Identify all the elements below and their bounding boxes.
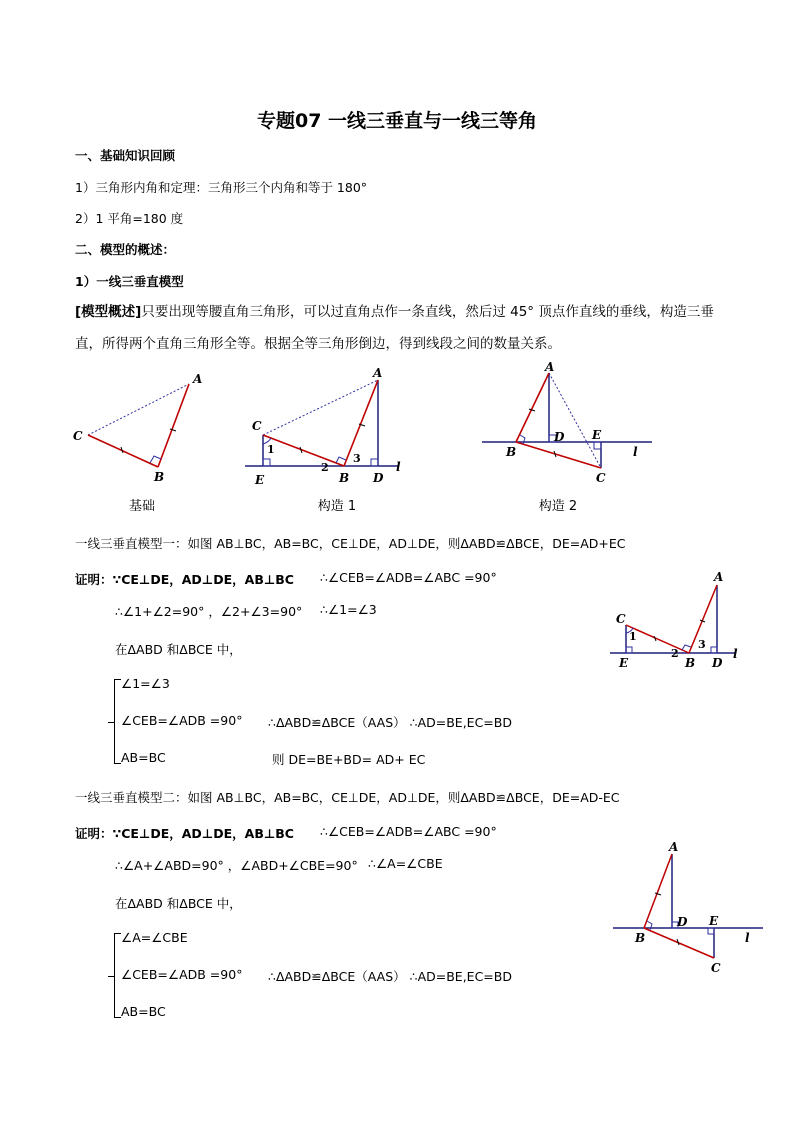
segment-cb (263, 435, 344, 466)
dotted-line-ca (263, 380, 378, 435)
segment-ba (344, 380, 378, 466)
label-a: A (669, 840, 679, 854)
description-line-1: 只要出现等腰直角三角形，可以过直角点作一条直线，然后过 45° 顶点作直线的垂线，构造三垂 (141, 304, 714, 320)
caption-construct-2: 构造 2 (538, 499, 578, 514)
right-angle-b (682, 645, 691, 650)
model2-conclusion-congruent: ∴ΔABD≌ΔBCE（AAS） ∴AD=BE,EC=BD (268, 969, 512, 984)
label-b: B (154, 470, 165, 484)
model2-condition-2: ∠CEB=∠ADB =90° (121, 967, 243, 982)
label-d: D (554, 430, 565, 444)
segment-cb (88, 435, 158, 467)
description-tag: [模型概述] (75, 304, 142, 320)
model1-proof-angle-sums: ∴∠1+∠2=90° ，∠2+∠3=90° (115, 604, 303, 619)
model2-heading: 一线三垂直模型二：如图 AB⊥BC，AB=BC，CE⊥DE，AD⊥DE，则ΔABD≌ΔBCE，DE=AD-EC (75, 790, 620, 805)
label-e: E (709, 914, 719, 928)
right-angle-e (626, 647, 632, 653)
label-c: C (596, 471, 606, 485)
model2-in-triangles: 在ΔABD 和ΔBCE 中， (115, 896, 242, 911)
right-angle-d (711, 647, 717, 653)
model1-conclusion-congruent: ∴ΔABD≌ΔBCE（AAS） ∴AD=BE,EC=BD (268, 715, 512, 730)
model2-condition-1: ∠A=∠CBE (121, 930, 188, 945)
label-b: B (339, 471, 350, 485)
label-l: l (633, 445, 638, 459)
label-c: C (252, 419, 262, 433)
model1-proof-given: 证明：∵CE⊥DE，AD⊥DE，AB⊥BC (75, 572, 294, 587)
label-b: B (685, 656, 696, 670)
model1-heading: 一线三垂直模型一：如图 AB⊥BC，AB=BC，CE⊥DE，AD⊥DE，则ΔABD≌ΔBCE，DE=AD+EC (75, 536, 626, 551)
right-angle-b (336, 457, 346, 463)
segment-bc (644, 928, 714, 958)
figure-basic (70, 368, 210, 488)
label-b: B (506, 445, 517, 459)
model1-condition-1: ∠1=∠3 (121, 676, 170, 691)
label-angle-2: 2 (671, 647, 679, 660)
model1-proof-line1 (75, 570, 294, 588)
segment-ab (516, 373, 549, 442)
section-heading-overview: 二、模型的概述： (75, 242, 176, 257)
dotted-line-ca (88, 384, 189, 435)
model1-condition-2: ∠CEB=∠ADB =90° (121, 713, 243, 728)
right-angle-e (594, 442, 601, 449)
right-angle-e (708, 928, 714, 934)
model-subheading: 1）一线三垂直模型 (75, 274, 184, 289)
figure-construct-1 (238, 362, 413, 490)
label-a: A (714, 570, 724, 584)
model1-condition-3: AB=BC (121, 750, 166, 765)
label-d: D (373, 471, 384, 485)
right-angle-e (263, 459, 270, 466)
model2-proof-right-angles: ∴∠CEB=∠ADB=∠ABC =90° (320, 824, 497, 839)
right-angle-d (371, 459, 378, 466)
model2-brace (114, 933, 121, 1018)
label-c: C (711, 961, 721, 975)
label-e: E (592, 428, 602, 442)
label-d: D (712, 656, 723, 670)
model1-brace (114, 679, 121, 764)
section-heading-basics: 一、基础知识回顾 (75, 148, 176, 163)
model1-proof-right-angles: ∴∠CEB=∠ADB=∠ABC =90° (320, 570, 497, 585)
label-angle-3: 3 (698, 638, 706, 651)
label-a: A (193, 372, 203, 386)
caption-construct-1: 构造 1 (317, 499, 357, 514)
label-angle-2: 2 (321, 461, 329, 474)
model2-proof-line1 (75, 824, 294, 842)
label-angle-3: 3 (353, 452, 361, 465)
model1-conclusion-de: 则 DE=BE+BD= AD+ EC (272, 752, 426, 767)
figure-model1 (605, 566, 755, 672)
label-d: D (677, 915, 688, 929)
model2-proof-angle-equal: ∴∠A=∠CBE (368, 856, 443, 871)
figure-construct-2 (478, 358, 658, 488)
basics-item-2: 2）1 平角=180 度 (75, 211, 184, 226)
model-description (75, 296, 725, 360)
description-line-2: 直，所得两个直角三角形全等。根据全等三角形倒边，得到线段之间的数量关系。 (75, 336, 561, 352)
label-angle-1: 1 (629, 630, 637, 643)
label-c: C (73, 429, 83, 443)
model2-proof-given: 证明：∵CE⊥DE，AD⊥DE，AB⊥BC (75, 826, 294, 841)
label-l: l (745, 931, 750, 945)
figure-model2 (608, 838, 768, 978)
label-a: A (545, 360, 555, 374)
segment-ba (158, 384, 189, 467)
basics-item-1: 1）三角形内角和定理：三角形三个内角和等于 180° (75, 180, 368, 195)
segment-ab (644, 854, 672, 928)
label-e: E (255, 473, 265, 487)
page-title: 专题07 一线三垂直与一线三等角 (256, 110, 538, 132)
model2-proof-angle-sums: ∴∠A+∠ABD=90° ，∠ABD+∠CBE=90° (115, 858, 358, 873)
label-l: l (733, 647, 738, 661)
label-c: C (616, 612, 626, 626)
label-e: E (619, 656, 629, 670)
model1-proof-angle-equal: ∴∠1=∠3 (320, 602, 377, 617)
model1-in-triangles: 在ΔABD 和ΔBCE 中， (115, 642, 242, 657)
label-a: A (373, 366, 383, 380)
model2-condition-3: AB=BC (121, 1004, 166, 1019)
label-angle-1: 1 (267, 443, 275, 456)
caption-basic: 基础 (128, 499, 155, 514)
label-b: B (635, 931, 646, 945)
label-l: l (396, 460, 401, 474)
segment-bc (516, 442, 601, 468)
